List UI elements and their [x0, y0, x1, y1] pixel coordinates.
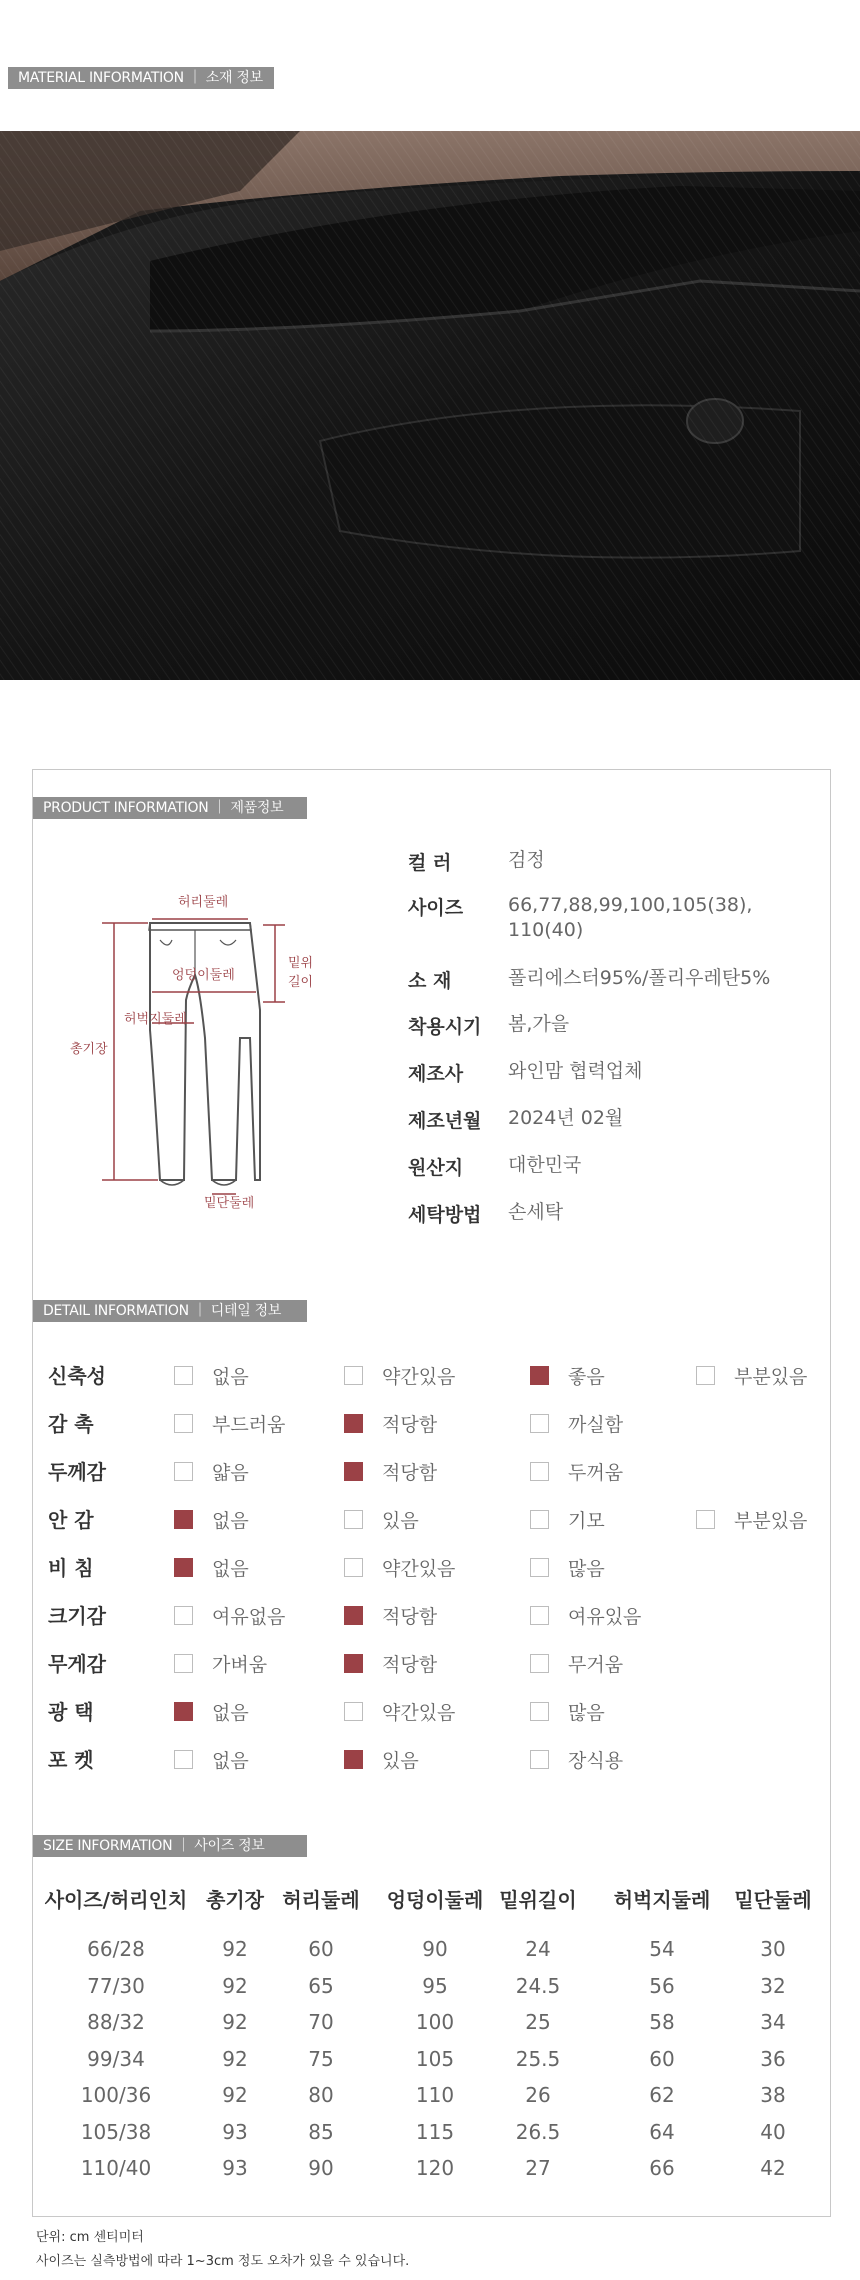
size-table-cell: 54 [649, 1937, 675, 1961]
detail-option-text: 적당함 [382, 1414, 438, 1436]
unchecked-checkbox [174, 1462, 193, 1481]
size-table-cell: 115 [415, 2120, 455, 2144]
unchecked-checkbox [696, 1510, 715, 1529]
checked-checkbox [344, 1750, 363, 1769]
size-table-cell: 90 [308, 2156, 334, 2180]
detail-info-label: DETAIL INFORMATION ｜ 디테일 정보 [33, 1300, 307, 1322]
size-table-cell: 36 [760, 2047, 786, 2071]
unchecked-checkbox [344, 1702, 363, 1721]
detail-option-text: 부드러움 [212, 1414, 286, 1436]
detail-option-text: 가벼움 [212, 1654, 268, 1676]
size-table-cell: 27 [525, 2156, 551, 2180]
size-table-cell: 60 [649, 2047, 675, 2071]
size-table-cell: 100 [415, 2010, 455, 2034]
size-table-cell: 95 [422, 1974, 448, 1998]
spec-value: 손세탁 [508, 1201, 564, 1223]
size-table-cell: 92 [222, 2083, 248, 2107]
detail-option-text: 많음 [568, 1558, 605, 1580]
spec-label: 착용시기 [408, 1016, 482, 1038]
size-table-cell: 70 [308, 2010, 334, 2034]
size-tolerance-note: 사이즈는 실측방법에 따라 1~3cm 정도 오차가 있을 수 있습니다. [36, 2254, 410, 2269]
size-table-cell: 60 [308, 1937, 334, 1961]
waist-diagram-label: 허리둘레 [178, 895, 229, 910]
detail-option-text: 없음 [212, 1366, 249, 1388]
size-table-cell: 34 [760, 2010, 786, 2034]
detail-option-text: 부분있음 [734, 1366, 808, 1388]
size-table-cell: 62 [649, 2083, 675, 2107]
detail-option-text: 까실함 [568, 1414, 624, 1436]
unchecked-checkbox [174, 1366, 193, 1385]
spec-value: 와인맘 협력업체 [508, 1060, 643, 1082]
detail-option-text: 적당함 [382, 1462, 438, 1484]
unchecked-checkbox [696, 1366, 715, 1385]
length-diagram-label: 총기장 [70, 1042, 108, 1057]
checked-checkbox [344, 1606, 363, 1625]
fabric-closeup-image [0, 131, 860, 680]
size-table-cell: 85 [308, 2120, 334, 2144]
unchecked-checkbox [530, 1702, 549, 1721]
detail-option-text: 여유없음 [212, 1606, 286, 1628]
unchecked-checkbox [174, 1414, 193, 1433]
detail-row-label: 두께감 [48, 1460, 106, 1484]
size-table-cell: 80 [308, 2083, 334, 2107]
unit-note: 단위: cm 센티미터 [36, 2230, 144, 2245]
size-table-cell: 88/32 [87, 2010, 145, 2034]
checked-checkbox [174, 1558, 193, 1577]
spec-label: 세탁방법 [408, 1204, 482, 1226]
size-table-cell: 92 [222, 2010, 248, 2034]
checked-checkbox [174, 1702, 193, 1721]
checked-checkbox [344, 1414, 363, 1433]
rise-diagram-label: 밑위길이 [288, 956, 314, 990]
detail-row-label: 크기감 [48, 1604, 106, 1628]
detail-option-text: 여유있음 [568, 1606, 642, 1628]
unchecked-checkbox [174, 1654, 193, 1673]
spec-row [408, 966, 798, 993]
size-table-cell: 58 [649, 2010, 675, 2034]
detail-row-label: 포 켓 [48, 1748, 94, 1772]
detail-option-text: 두꺼움 [568, 1462, 624, 1484]
size-table-cell: 75 [308, 2047, 334, 2071]
size-table-cell: 42 [760, 2156, 786, 2180]
detail-option-text: 약간있음 [382, 1558, 456, 1580]
size-table-cell: 24.5 [515, 1974, 561, 1998]
spec-row [408, 1012, 798, 1039]
detail-option-text: 없음 [212, 1510, 249, 1532]
checked-checkbox [174, 1510, 193, 1529]
pants-size-diagram [60, 880, 320, 1220]
spec-label: 제조년월 [408, 1110, 482, 1132]
detail-option-text: 기모 [568, 1510, 605, 1532]
detail-option-text: 없음 [212, 1558, 249, 1580]
spec-row [408, 1200, 798, 1227]
unchecked-checkbox [530, 1414, 549, 1433]
spec-value: 66,77,88,99,100,105(38), 110(40) [508, 894, 753, 941]
detail-row-label: 신축성 [48, 1364, 106, 1388]
detail-row-label: 감 촉 [48, 1412, 94, 1436]
size-table-cell: 100/36 [80, 2083, 152, 2107]
unchecked-checkbox [344, 1366, 363, 1385]
size-table-cell: 56 [649, 1974, 675, 1998]
detail-option-text: 있음 [382, 1510, 419, 1532]
unchecked-checkbox [174, 1750, 193, 1769]
detail-option-text: 좋음 [568, 1366, 605, 1388]
checked-checkbox [530, 1366, 549, 1385]
size-table-header: 밑단둘레 [734, 1888, 812, 1912]
spec-row [408, 848, 798, 875]
spec-value: 봄,가을 [508, 1013, 570, 1035]
size-table-cell: 77/30 [87, 1974, 145, 1998]
checked-checkbox [344, 1654, 363, 1673]
spec-label: 원산지 [408, 1157, 464, 1179]
detail-option-text: 장식용 [568, 1750, 624, 1772]
detail-row-label: 무게감 [48, 1652, 106, 1676]
size-table-cell: 24 [525, 1937, 551, 1961]
size-table-cell: 110 [415, 2083, 455, 2107]
size-table-cell: 25.5 [515, 2047, 561, 2071]
spec-value: 2024년 02월 [508, 1107, 624, 1129]
detail-option-text: 부분있음 [734, 1510, 808, 1532]
size-table-cell: 99/34 [87, 2047, 145, 2071]
size-table-cell: 105 [415, 2047, 455, 2071]
size-table-cell: 26 [525, 2083, 551, 2107]
thigh-diagram-label: 허벅지둘레 [124, 1012, 187, 1027]
detail-row-label: 광 택 [48, 1700, 94, 1724]
detail-row-label: 안 감 [48, 1508, 94, 1532]
hem-diagram-label: 밑단둘레 [204, 1196, 255, 1211]
size-table-header: 사이즈/허리인치 [44, 1888, 188, 1912]
spec-label: 사이즈 [408, 897, 464, 919]
size-table-header: 허리둘레 [282, 1888, 360, 1912]
unchecked-checkbox [530, 1750, 549, 1769]
detail-option-text: 적당함 [382, 1654, 438, 1676]
unchecked-checkbox [344, 1510, 363, 1529]
size-table-cell: 92 [222, 1937, 248, 1961]
spec-label: 소 재 [408, 970, 452, 992]
size-table-cell: 92 [222, 2047, 248, 2071]
product-info-label: PRODUCT INFORMATION ｜ 제품정보 [33, 797, 307, 819]
size-table-cell: 93 [222, 2120, 248, 2144]
unchecked-checkbox [530, 1510, 549, 1529]
size-table-cell: 30 [760, 1937, 786, 1961]
spec-label: 컬 러 [408, 852, 452, 874]
size-table-cell: 110/40 [80, 2156, 152, 2180]
detail-option-text: 얇음 [212, 1462, 249, 1484]
size-table-cell: 90 [422, 1937, 448, 1961]
size-table-header: 밑위길이 [499, 1888, 577, 1912]
detail-option-text: 많음 [568, 1702, 605, 1724]
detail-option-text: 없음 [212, 1750, 249, 1772]
material-photo [0, 131, 860, 680]
unchecked-checkbox [530, 1558, 549, 1577]
size-table-cell: 92 [222, 1974, 248, 1998]
checked-checkbox [344, 1462, 363, 1481]
size-table-cell: 93 [222, 2156, 248, 2180]
size-table-cell: 65 [308, 1974, 334, 1998]
spec-row [408, 1059, 798, 1086]
detail-option-text: 없음 [212, 1702, 249, 1724]
size-info-label: SIZE INFORMATION ｜ 사이즈 정보 [33, 1835, 307, 1857]
unchecked-checkbox [530, 1606, 549, 1625]
detail-option-text: 무거움 [568, 1654, 624, 1676]
size-table-cell: 66 [649, 2156, 675, 2180]
detail-option-text: 약간있음 [382, 1702, 456, 1724]
detail-option-text: 적당함 [382, 1606, 438, 1628]
size-table-cell: 38 [760, 2083, 786, 2107]
spec-row [408, 893, 798, 943]
material-info-label: MATERIAL INFORMATION ｜ 소재 정보 [8, 67, 274, 89]
unchecked-checkbox [344, 1558, 363, 1577]
spec-value: 검정 [508, 849, 545, 871]
spec-row [408, 1106, 798, 1133]
size-table-cell: 64 [649, 2120, 675, 2144]
size-table-header: 총기장 [206, 1888, 264, 1912]
hip-diagram-label: 엉덩이둘레 [172, 968, 235, 983]
size-table-cell: 66/28 [87, 1937, 145, 1961]
size-table-cell: 40 [760, 2120, 786, 2144]
size-table-cell: 25 [525, 2010, 551, 2034]
unchecked-checkbox [530, 1462, 549, 1481]
spec-value: 폴리에스터95%/폴리우레탄5% [508, 967, 771, 989]
size-table-cell: 32 [760, 1974, 786, 1998]
spec-value: 대한민국 [508, 1154, 582, 1176]
unchecked-checkbox [174, 1606, 193, 1625]
detail-option-text: 약간있음 [382, 1366, 456, 1388]
detail-option-text: 있음 [382, 1750, 419, 1772]
size-table-cell: 120 [415, 2156, 455, 2180]
size-table-cell: 26.5 [515, 2120, 561, 2144]
spec-row [408, 1153, 798, 1180]
size-table-cell: 105/38 [80, 2120, 152, 2144]
spec-label: 제조사 [408, 1063, 464, 1085]
size-table-header: 엉덩이둘레 [386, 1888, 484, 1912]
detail-row-label: 비 침 [48, 1556, 94, 1580]
unchecked-checkbox [530, 1654, 549, 1673]
size-table-header: 허벅지둘레 [613, 1888, 711, 1912]
